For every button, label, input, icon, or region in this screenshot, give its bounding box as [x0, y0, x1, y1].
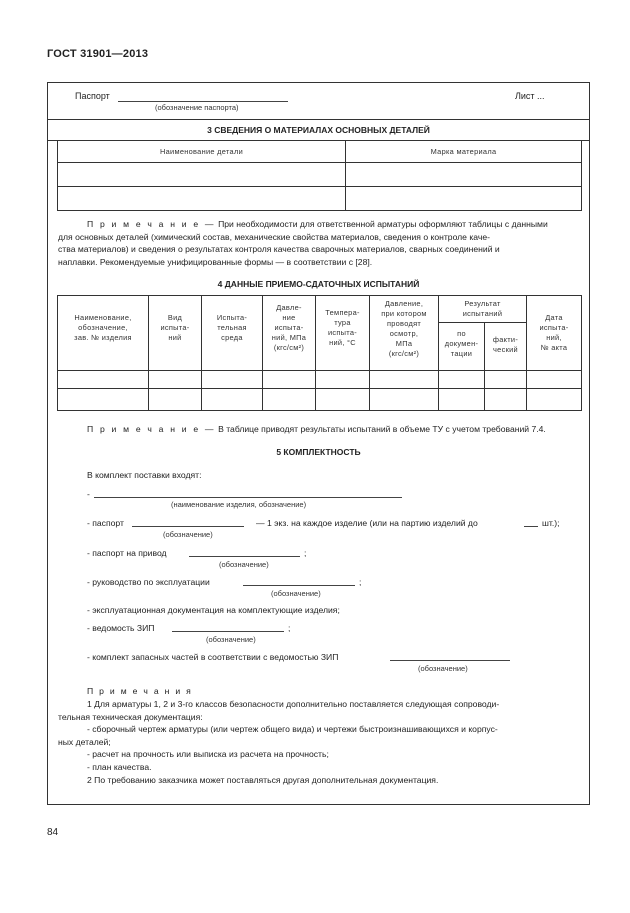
item6-underline: [172, 631, 284, 632]
section3-title: 3 СВЕДЕНИЯ О МАТЕРИАЛАХ ОСНОВНЫХ ДЕТАЛЕЙ: [207, 125, 430, 135]
table3-row-line: [57, 186, 582, 187]
notes-title: П р и м е ч а н и я: [87, 686, 193, 696]
table4-header-date: Дата испыта- ний, № акта: [539, 313, 569, 352]
note-label: П р и м е ч а н и е —: [87, 424, 216, 434]
notes-block: [58, 698, 578, 786]
item1-underline: [94, 497, 402, 498]
passport-underline: [118, 101, 288, 102]
note-line: При необходимости для ответственной арматуры оформляют таблицы с данными: [218, 219, 548, 229]
item3-prefix: - паспорт на привод: [87, 548, 167, 558]
item5: - эксплуатационная документация на комплектующие изделия;: [87, 605, 340, 615]
table3-row-line: [57, 162, 582, 163]
table4-header-inspection-pressure: Давление, при котором проводят осмотр, МПа (кгс/см²): [381, 299, 427, 358]
note-text: В таблице приводят результаты испытаний в объеме ТУ с учетом требований 7.4.: [218, 424, 546, 434]
note-line: наплавки. Рекомендуемые унифицированные формы — в соответствии с [28].: [58, 256, 373, 267]
item4-hint: (обозначение): [271, 589, 321, 598]
document-frame: [47, 82, 590, 805]
item6-prefix: - ведомость ЗИП: [87, 623, 155, 633]
note-line: - сборочный чертеж арматуры (или чертеж общего вида) и чертежи быстроизнашивающихся и корпус-: [87, 724, 498, 735]
sheet-label: Лист ...: [515, 91, 545, 101]
note-line: для основных деталей (химический состав, механические свойства материалов, сведения о контроле каче-: [58, 231, 491, 242]
item1-prefix: -: [87, 489, 90, 499]
table4-border: [581, 295, 582, 410]
section4-title: 4 ДАННЫЕ ПРИЕМО-СДАТОЧНЫХ ИСПЫТАНИЙ: [217, 279, 420, 289]
table4-header-type: Вид испыта- ний: [160, 313, 190, 342]
table3-header-part: Наименование детали: [159, 147, 244, 156]
item2-suffix: — 1 экз. на каждое изделие (или на партию изделий до: [256, 518, 478, 528]
item3-underline: [189, 556, 300, 557]
table3-border: [581, 140, 582, 210]
table4-row-line: [57, 370, 582, 371]
note-line: ства материалов) и сведения о результатах контроля качества сварочных материалов, сварных соединений и: [58, 244, 500, 254]
divider: [47, 119, 590, 120]
note-line: тельная техническая документация:: [58, 711, 203, 722]
table4-border: [57, 295, 582, 296]
item7-hint: (обозначение): [418, 664, 468, 673]
item3-end: ;: [304, 548, 307, 558]
item7-prefix: - комплект запасных частей в соответствии с ведомостью ЗИП: [87, 652, 339, 662]
table4-header-result-doc: по докумен- тации: [444, 329, 479, 358]
item2-qty-underline: [524, 526, 538, 527]
section4-note: [58, 423, 578, 436]
section5-title: 5 КОМПЛЕКТНОСТЬ: [276, 447, 361, 457]
table4-header-result-group: Результат испытаний: [462, 299, 503, 318]
item4-end: ;: [359, 577, 362, 587]
section5-intro: В комплект поставки входят:: [87, 470, 202, 480]
note-line: - план качества.: [87, 761, 152, 772]
item2-underline: [132, 526, 244, 527]
note-line: 1 Для арматуры 1, 2 и 3-го классов безопасности дополнительно поставляется следующая сопроводи-: [87, 699, 500, 709]
item4-underline: [243, 585, 355, 586]
table4-group-line: [438, 322, 526, 323]
table4-header-name: Наименование, обозначение, зав. № изделия: [74, 313, 132, 342]
table3-header-material: Марка материала: [430, 147, 497, 156]
section3-note: [58, 218, 578, 268]
item2-prefix: - паспорт: [87, 518, 124, 528]
table3-row-line: [57, 210, 582, 211]
item7-underline: [390, 660, 510, 661]
item3-hint: (обозначение): [219, 560, 269, 569]
item2-hint: (обозначение): [163, 530, 213, 539]
item1-hint: (наименование изделия, обозначение): [171, 500, 307, 509]
table4-header-pressure: Давле- ние испыта- ний, МПа (кгс/см²): [271, 303, 307, 352]
page-number: 84: [47, 827, 59, 838]
note-line: ных деталей;: [58, 736, 111, 747]
item4-prefix: - руководство по эксплуатации: [87, 577, 210, 587]
item6-end: ;: [288, 623, 291, 633]
divider: [47, 140, 590, 141]
table4-header-medium: Испыта- тельная среда: [216, 313, 248, 342]
table4-header-result-actual: факти- ческий: [492, 335, 519, 354]
passport-label: Паспорт: [75, 91, 110, 101]
item6-hint: (обозначение): [206, 635, 256, 644]
note-label: П р и м е ч а н и е —: [87, 219, 216, 229]
table4-row-line: [57, 388, 582, 389]
item2-end: шт.);: [542, 518, 560, 528]
table4-row-line: [57, 410, 582, 411]
passport-hint: (обозначение паспорта): [155, 103, 239, 112]
note-line: 2 По требованию заказчика может поставляться другая дополнительная документация.: [87, 774, 439, 785]
note-line: - расчет на прочность или выписка из расчета на прочность;: [87, 749, 329, 760]
standard-header: ГОСТ 31901—2013: [47, 48, 149, 60]
table4-header-temperature: Темпера- тура испыта- ний, °С: [325, 308, 360, 347]
